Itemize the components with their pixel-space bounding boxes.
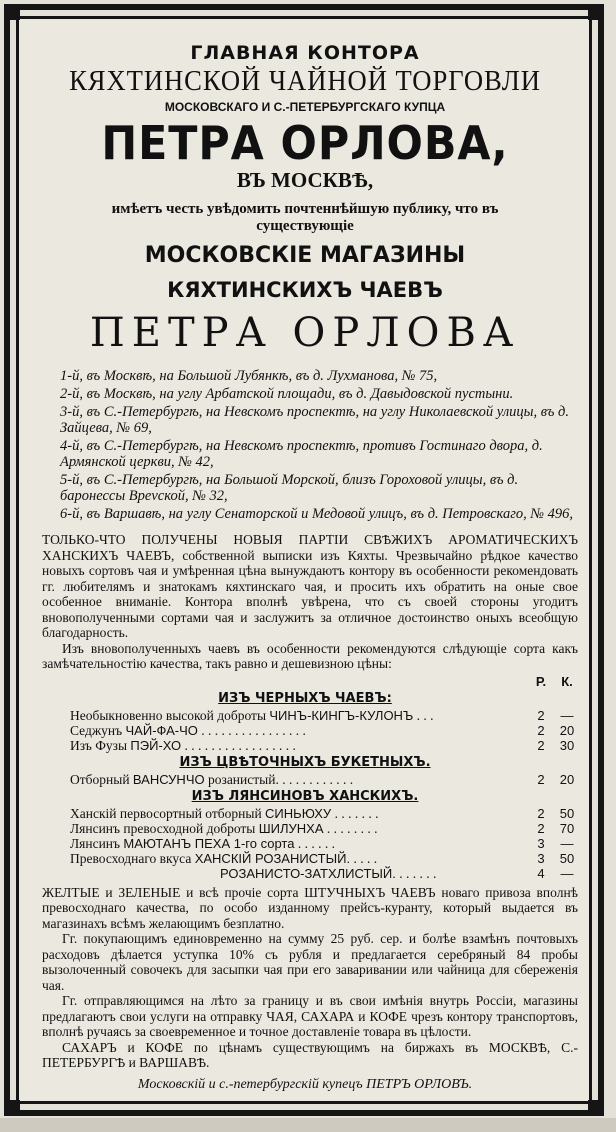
price-kopecks: 20 <box>559 722 575 738</box>
list-item: 1-й, въ Москвѣ, на Большой Лубянкѣ, въ д. Лухманова, № 75, <box>60 368 438 384</box>
table-row <box>30 806 580 821</box>
price-kopecks: — <box>560 865 574 881</box>
list-item: 5-й, въ С.-Петербургѣ, на Большой Морской, близъ Гороховой улицы, въ д. баронессы Врevской, № 32, <box>60 472 519 504</box>
headline-office: ГЛАВНАЯ КОНТОРА <box>190 42 420 64</box>
shops-title: МОСКОВСКІЕ МАГАЗИНЫ <box>144 243 466 268</box>
item-dots: . . . . <box>353 850 378 866</box>
item-dots: . . . . . . <box>399 865 437 881</box>
announcement: имѣетъ честь увѣдомить почтеннѣйшую публику, что въ существующіе <box>111 201 499 234</box>
advertisement <box>30 38 580 1093</box>
item-desc: Седжунъ <box>70 722 123 738</box>
price-header <box>30 674 580 689</box>
price-rubles: 3 <box>537 850 545 866</box>
item-dots: розанистый. . . . . . . . . . . . <box>207 771 354 787</box>
section-title: ИЗЪ ЧЕРНЫХЪ ЧАЕВЪ: <box>218 690 392 706</box>
price-kopecks: 70 <box>559 820 575 836</box>
next-ad-strip <box>0 1118 616 1132</box>
item-desc: Необыкновенно высокой доброты <box>70 707 267 723</box>
table-row <box>30 708 580 723</box>
list-item: 2-й, въ Москвѣ, на углу Арбатской площади, въ д. Давыдовской пустыни. <box>60 386 514 402</box>
footer-paragraph: Гг. покупающимъ единовременно на сумму 25 руб. сер. и болѣе взамѣнъ почтовыхъ расходовъ дѣлается уступка 10% съ рубля и предлагается серебряный 84 пробы вызолоченный совочекъ для засыпки чая при его заваривании или чайница для сбереженія чая. <box>42 931 578 993</box>
item-desc: Превосходнаго вкуса <box>70 850 192 866</box>
price-rubles: 4 <box>537 865 545 881</box>
headline-merchant: МОСКОВСКАГО И С.-ПЕТЕРБУРГСКАГО КУПЦА <box>164 100 446 114</box>
column-rubles: Р. <box>535 673 547 689</box>
table-row <box>30 723 580 738</box>
price-rubles: 2 <box>537 771 545 787</box>
item-desc: Изъ Фузы <box>70 737 128 753</box>
corner-ornament <box>588 1100 604 1116</box>
tea-title: КЯХТИНСКИХЪ ЧАЕВЪ <box>167 278 443 302</box>
price-kopecks: — <box>560 707 574 723</box>
item-name: ШИЛУНХА <box>258 820 324 836</box>
item-desc: Лянсинъ превосходной доброты <box>70 820 256 836</box>
list-item: 3-й, въ С.-Петербургѣ, на Невскомъ проспектѣ, на углу Николаевской улицы, въ д. Зайцева, № 69, <box>60 404 569 436</box>
price-rubles: 2 <box>537 805 545 821</box>
owner-title: ПЕТРА ОРЛОВА <box>89 310 521 356</box>
item-name: СИНЬЮХУ <box>265 805 332 821</box>
table-row <box>30 772 580 787</box>
address-list <box>30 368 580 522</box>
price-kopecks: 50 <box>559 805 575 821</box>
section-title: ИЗЪ ЦВѢТОЧНЫХЪ БУКЕТНЫХЪ. <box>179 754 431 770</box>
corner-ornament <box>588 4 604 20</box>
footer-paragraph: САХАРЪ и КОФЕ по цѣнамъ существующимъ на биржахъ въ МОСКВѢ, С.-ПЕТЕРБУРГѢ и ВАРШАВѢ. <box>42 1039 578 1070</box>
item-name: ХАНСКІЙ РОЗАНИСТЫЙ. <box>194 850 351 866</box>
price-rubles: 2 <box>537 707 545 723</box>
footer-paragraph: Гг. отправляющимся на лѣто за границу и въ свои имѣнія внутрь Россіи, магазины предлагаютъ свои услуги на отправку ЧАЯ, САХАРА и КОФЕ чрезъ контору транспортовъ, вполнѣ ручаясь за своевременное и точное доставленіе товара въ цѣлости. <box>42 993 578 1039</box>
item-name: МАЮТАНЪ ПЕХА 1-го сорта <box>123 835 295 851</box>
item-name: ЧАЙ-ФА-ЧО <box>125 722 198 738</box>
table-row <box>30 866 580 881</box>
item-dots: . . . . . . . . . . . . . . . . <box>201 722 306 738</box>
price-kopecks: 20 <box>559 771 575 787</box>
list-item: 4-й, въ С.-Петербургѣ, на Невскомъ проспектѣ, противъ Гостинаго двора, д. Армянской церкви, № 42, <box>60 438 543 470</box>
body-paragraph: Изъ вновополученныхъ чаевъ въ особенности рекомендуются слѣдующіе сорта какъ замѣчательностію качества, такъ равно и дешевизною цѣны: <box>42 640 578 671</box>
price-table <box>30 691 580 881</box>
table-row <box>30 851 580 866</box>
section-title: ИЗЪ ЛЯНСИНОВЪ ХАНСКИХЪ. <box>191 788 419 804</box>
item-name: ПЭЙ-ХО <box>130 737 182 753</box>
item-desc: Ханскій первосортный отборный <box>70 805 262 821</box>
corner-ornament <box>4 4 20 20</box>
price-rubles: 2 <box>537 737 545 753</box>
footer-text <box>30 885 580 1071</box>
item-dots: . . . . . . . <box>334 805 379 821</box>
price-rubles: 2 <box>537 722 545 738</box>
item-desc: Лянсинъ <box>70 835 121 851</box>
item-name: РОЗАНИСТО-ЗАТХЛИСТЫЙ. <box>220 865 396 881</box>
table-row <box>30 738 580 753</box>
price-rubles: 3 <box>537 835 545 851</box>
footer-paragraph: ЖЕЛТЫЕ и ЗЕЛЕНЫЕ и всѣ прочіе сорта ШТУЧНЫХЪ ЧАЕВЪ новаго привоза вполнѣ превосходнаго качества, по особо изданному прейсъ-куранту, который выдается въ магазинахъ всѣмъ желающимъ безплатно. <box>42 884 578 931</box>
price-kopecks: 30 <box>559 737 575 753</box>
item-name: ЧИНЪ-КИНГЪ-КУЛОНЪ <box>269 707 414 723</box>
corner-ornament <box>4 1100 20 1116</box>
signature: Московскій и с.-петербургскій купецъ ПЕТРЪ ОРЛОВЪ. <box>137 1076 473 1092</box>
item-dots: . . . <box>416 707 434 723</box>
headline-city: ВЪ МОСКВѢ, <box>236 168 374 192</box>
item-dots: . . . . . . . . <box>326 820 378 836</box>
price-kopecks: — <box>560 835 574 851</box>
column-kopecks: К. <box>561 673 573 689</box>
item-desc: Отборный <box>70 771 130 787</box>
price-kopecks: 50 <box>559 850 575 866</box>
price-rubles: 2 <box>537 820 545 836</box>
item-name: ВАНСУНЧО <box>132 771 205 787</box>
table-row <box>30 821 580 836</box>
table-row <box>30 836 580 851</box>
item-dots: . . . . . . <box>297 835 335 851</box>
list-item: 6-й, въ Варшавѣ, на углу Сенаторской и Медовой улицъ, въ д. Петровскаго, № 496, <box>60 506 574 522</box>
item-dots: . . . . . . . . . . . . . . . . . <box>184 737 296 753</box>
body-paragraph: ТОЛЬКО-ЧТО ПОЛУЧЕНЫ НОВЫЯ ПАРТІИ СВѢЖИХЪ АРОМАТИЧЕСКИХЪ ХАНСКИХЪ ЧАЕВЪ, собственной выписки изъ Кяхты. Чрезвычайно рѣдкое качество новыхъ сортовъ чая и умѣренная цѣна вынуждаютъ контору въ особенности рекомендовать гг. любителямъ и знатокамъ кяхтинскаго чая, и просить ихъ обратить на оные свое особенное вниманіе. Контора вполнѣ увѣрена, что съ своей стороны угодитъ вновополученными сортами чая и заслужитъ за отличное достоинство оныхъ всеобщую благодарность. <box>42 532 578 640</box>
headline-name: ПЕТРА ОРЛОВА, <box>101 116 509 170</box>
body-text <box>30 532 580 672</box>
headline-trade: КЯХТИНСКОЙ ЧАЙНОЙ ТОРГОВЛИ <box>69 66 541 97</box>
